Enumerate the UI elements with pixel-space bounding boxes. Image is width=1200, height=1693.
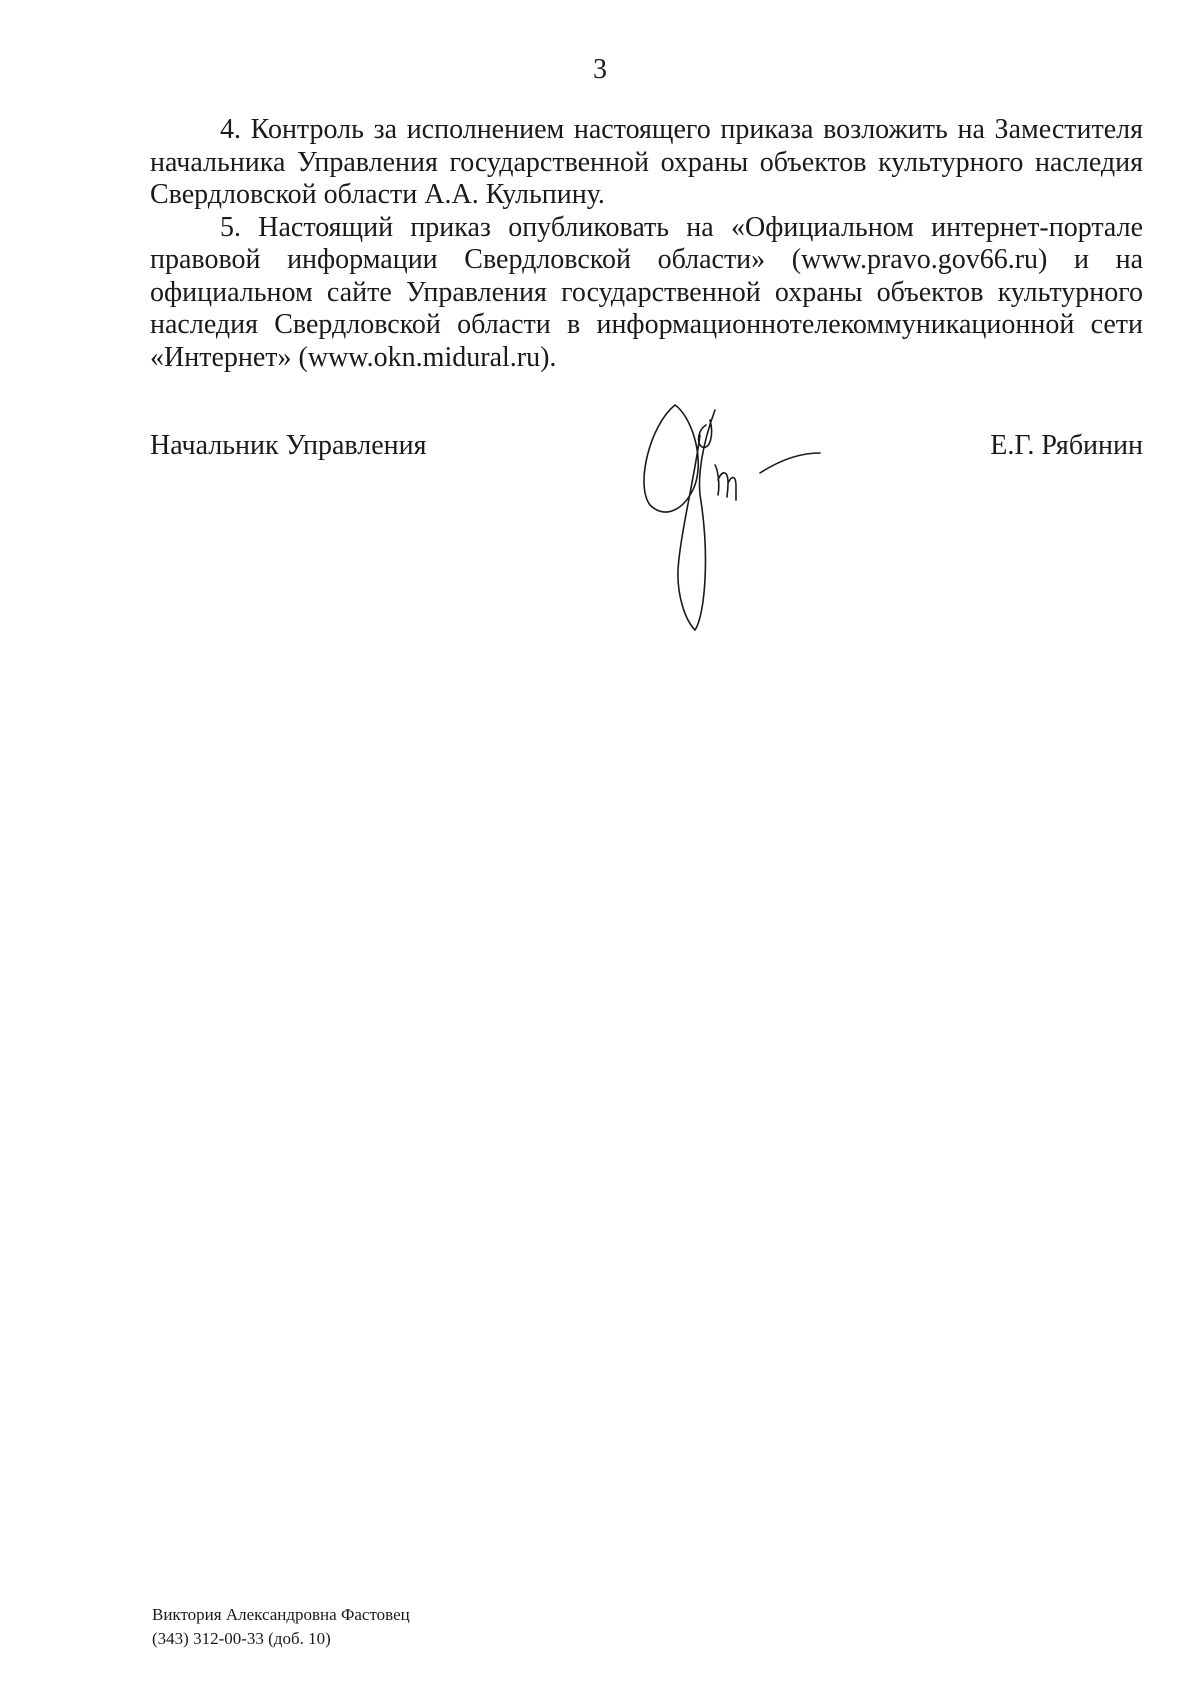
- signer-name: Е.Г. Рябинин: [990, 430, 1143, 461]
- executor-info: [152, 1603, 410, 1651]
- paragraph-5: 5. Настоящий приказ опубликовать на «Официальном интернет-портале правовой информации Свердловской области» (www.pravo.gov66.ru) и на официальном сайте Управления государственной охраны объектов культурного наследия Свердловской области в информационнотелекоммуникационной сети «Интернет» (www.okn.midural.ru).: [150, 211, 1143, 373]
- signer-position: Начальник Управления: [150, 430, 427, 461]
- page-number: 3: [593, 54, 607, 85]
- handwritten-signature-icon: [640, 395, 860, 635]
- executor-name: Виктория Александровна Фастовец: [152, 1605, 410, 1624]
- executor-phone: (343) 312-00-33 (доб. 10): [152, 1629, 331, 1648]
- document-body: [150, 114, 1143, 374]
- paragraph-4: 4. Контроль за исполнением настоящего приказа возложить на Заместителя начальника Управления государственной охраны объектов культурного наследия Свердловской области А.А. Кульпину.: [150, 114, 1143, 210]
